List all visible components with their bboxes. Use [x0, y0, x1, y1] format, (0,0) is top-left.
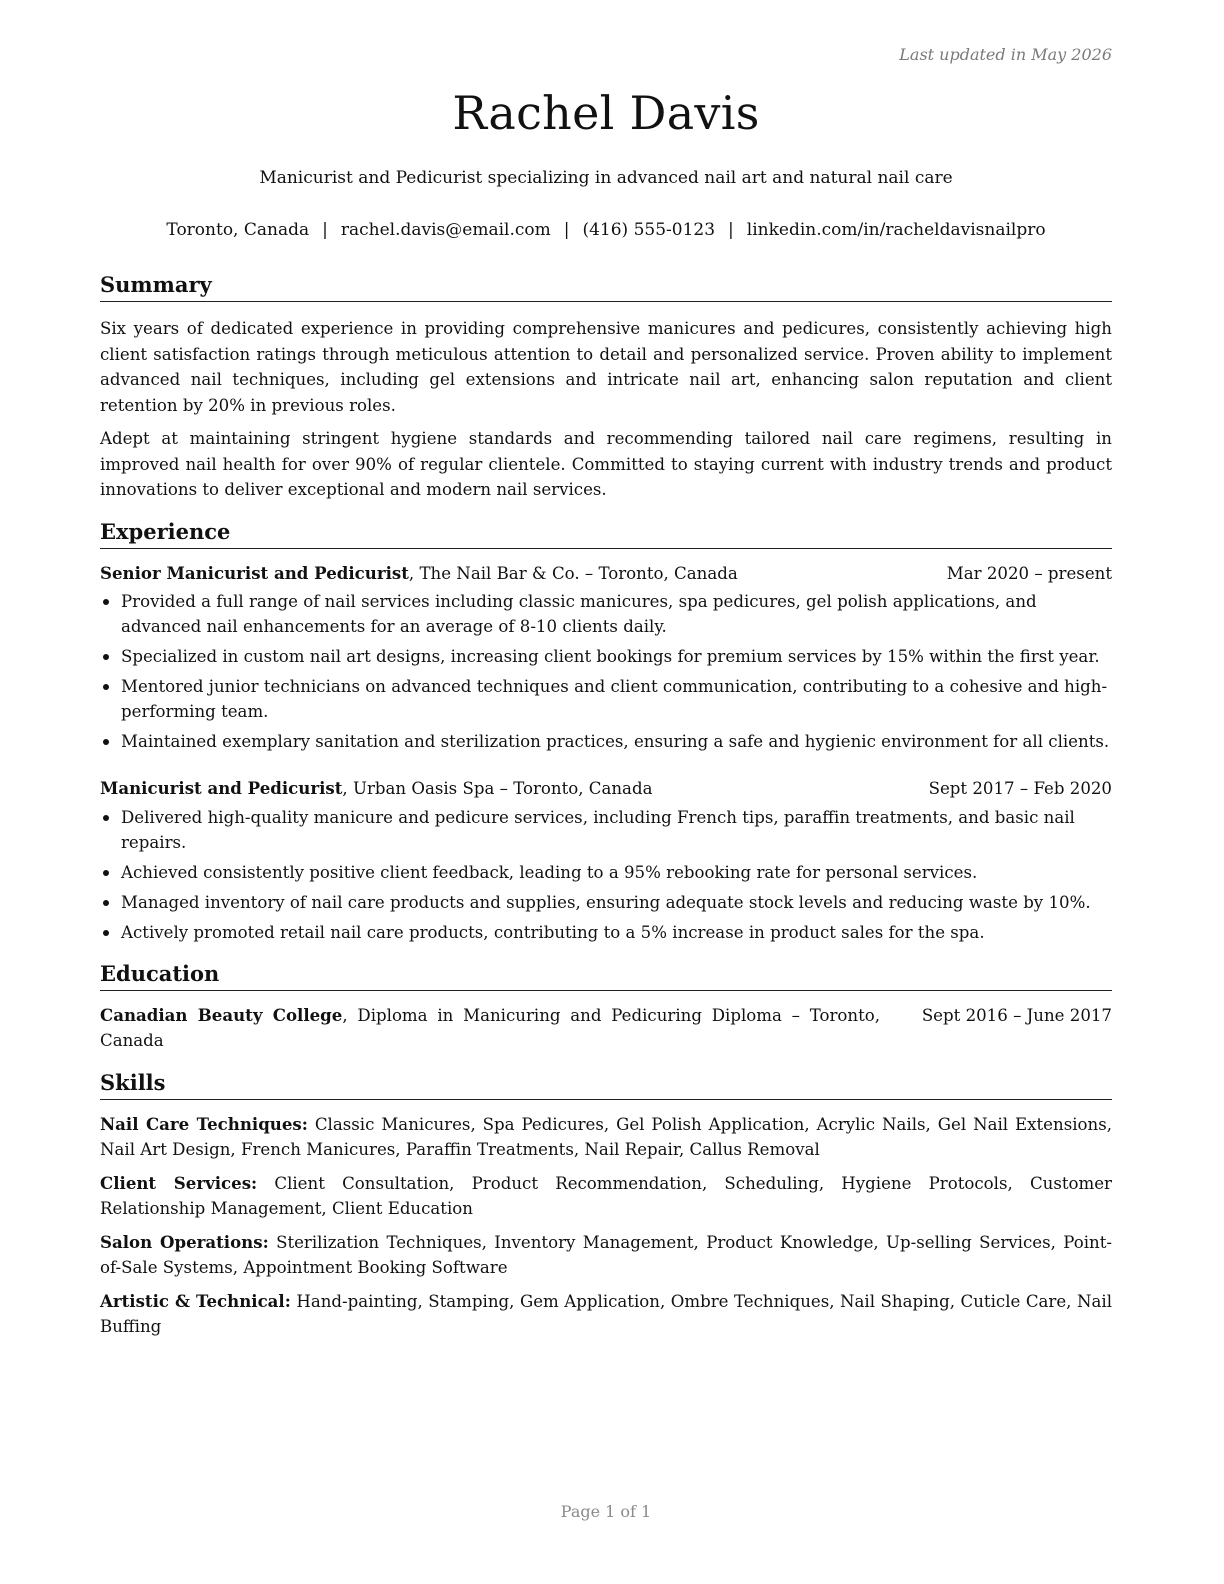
summary-paragraph: Six years of dedicated experience in providing comprehensive manicures and pedicures, consistently achieving high client satisfaction ratings through meticulous attention to detail and personalized service. Proven ability to implement advanced nail techniques, including gel extensions and intricate nail art, enhancing salon reputation and client retention by 20% in previous roles.: [100, 319, 1112, 415]
summary-body: [100, 316, 1112, 503]
job-organization: , The Nail Bar & Co. – Toronto, Canada: [408, 563, 738, 583]
job-entry: [100, 561, 1112, 755]
education-description: [100, 1003, 880, 1054]
job-role: Senior Manicurist and Pedicurist: [100, 562, 409, 583]
skill-items: Sterilization Techniques, Inventory Management, Product Knowledge, Up-selling Services, Point-of-Sale Systems, Appointment Booking Software: [100, 1232, 1112, 1277]
education-detail: , Diploma in Manicuring and Pedicuring Diploma – Toronto, Canada: [100, 1005, 881, 1050]
contact-separator: |: [322, 220, 328, 240]
job-bullet: Maintained exemplary sanitation and sterilization practices, ensuring a safe and hygienic environment for all clients.: [100, 729, 1112, 754]
section-title-education: Education: [100, 959, 1112, 991]
job-heading: [100, 561, 738, 587]
resume-page: [100, 0, 1112, 1584]
contact-separator: |: [728, 220, 734, 240]
skill-items: Hand-painting, Stamping, Gem Application, Ombre Techniques, Nail Shaping, Cuticle Care, Nail Buffing: [100, 1291, 1113, 1336]
contact-email-link[interactable]: rachel.davis@email.com: [340, 220, 551, 240]
job-heading: [100, 776, 652, 802]
contact-separator: |: [563, 220, 570, 240]
skill-group: [100, 1112, 1112, 1163]
skill-category: Artistic & Technical:: [100, 1290, 291, 1311]
skill-items: Classic Manicures, Spa Pedicures, Gel Polish Application, Acrylic Nails, Gel Nail Extensions, Nail Art Design, French Manicures, Paraffin Treatments, Nail Repair, Callus Removal: [100, 1114, 1112, 1159]
skills-section: [100, 1068, 1112, 1340]
job-bullet: Delivered high-quality manicure and pedicure services, including French tips, paraffin treatments, and basic nail repairs.: [100, 805, 1112, 855]
skill-category: Nail Care Techniques:: [100, 1113, 308, 1134]
summary-paragraph: Adept at maintaining stringent hygiene standards and recommending tailored nail care regimens, resulting in improved nail health for over 90% of regular clientele. Committed to staying current with industry trends and product innovations to deliver exceptional and modern nail services.: [100, 429, 1112, 499]
job-bullet-list: [100, 805, 1112, 945]
skill-group: [100, 1230, 1112, 1281]
skill-category: Client Services:: [100, 1172, 258, 1193]
job-bullet: Mentored junior technicians on advanced techniques and client communication, contributing to a cohesive and high-performing team.: [100, 674, 1112, 724]
job-header: [100, 561, 1112, 587]
job-bullet: Actively promoted retail nail care products, contributing to a 5% increase in product sales for the spa.: [100, 920, 1112, 945]
candidate-name: Rachel Davis: [452, 86, 760, 140]
job-dates: Mar 2020 – present: [946, 563, 1112, 583]
education-entry: [100, 1003, 1112, 1054]
job-entry: [100, 776, 1112, 945]
job-bullet: Achieved consistently positive client feedback, leading to a 95% rebooking rate for personal services.: [100, 860, 1112, 885]
skill-category: Salon Operations:: [100, 1231, 269, 1252]
skills-body: [100, 1112, 1112, 1340]
section-title-experience: Experience: [100, 517, 1112, 549]
section-title-skills: Skills: [100, 1068, 1112, 1100]
candidate-tagline: Manicurist and Pedicurist specializing in advanced nail art and natural nail care: [259, 168, 953, 188]
education-school: Canadian Beauty College: [100, 1004, 343, 1025]
summary-section: [100, 270, 1112, 503]
skill-items: Client Consultation, Product Recommendation, Scheduling, Hygiene Protocols, Customer Relationship Management, Client Education: [100, 1173, 1112, 1218]
contact-phone: (416) 555-0123: [582, 220, 716, 240]
skill-group: [100, 1289, 1112, 1340]
last-updated-note: Last updated in May 2026: [899, 45, 1112, 64]
job-bullet: Specialized in custom nail art designs, increasing client bookings for premium services by 15% within the first year.: [100, 644, 1112, 669]
job-organization: , Urban Oasis Spa – Toronto, Canada: [342, 779, 653, 798]
job-role: Manicurist and Pedicurist: [100, 778, 343, 798]
section-title-summary: Summary: [100, 270, 1112, 302]
job-header: [100, 776, 1112, 802]
job-dates: Sept 2017 – Feb 2020: [928, 779, 1112, 798]
education-dates: Sept 2016 – June 2017: [921, 1005, 1112, 1025]
job-bullet-list: [100, 589, 1112, 754]
experience-section: [100, 517, 1112, 945]
contact-location: Toronto, Canada: [166, 220, 310, 240]
resume-content: [100, 270, 1112, 1354]
job-bullet: Provided a full range of nail services including classic manicures, spa pedicures, gel polish applications, and advanced nail enhancements for an average of 8-10 clients daily.: [100, 589, 1112, 639]
contact-linkedin-link[interactable]: linkedin.com/in/racheldavisnailpro: [746, 220, 1046, 240]
page-number-footer: Page 1 of 1: [560, 1502, 652, 1521]
skill-group: [100, 1171, 1112, 1222]
contact-line: [100, 220, 1112, 240]
job-bullet: Managed inventory of nail care products and supplies, ensuring adequate stock levels and reducing waste by 10%.: [100, 890, 1112, 915]
education-section: [100, 959, 1112, 1054]
